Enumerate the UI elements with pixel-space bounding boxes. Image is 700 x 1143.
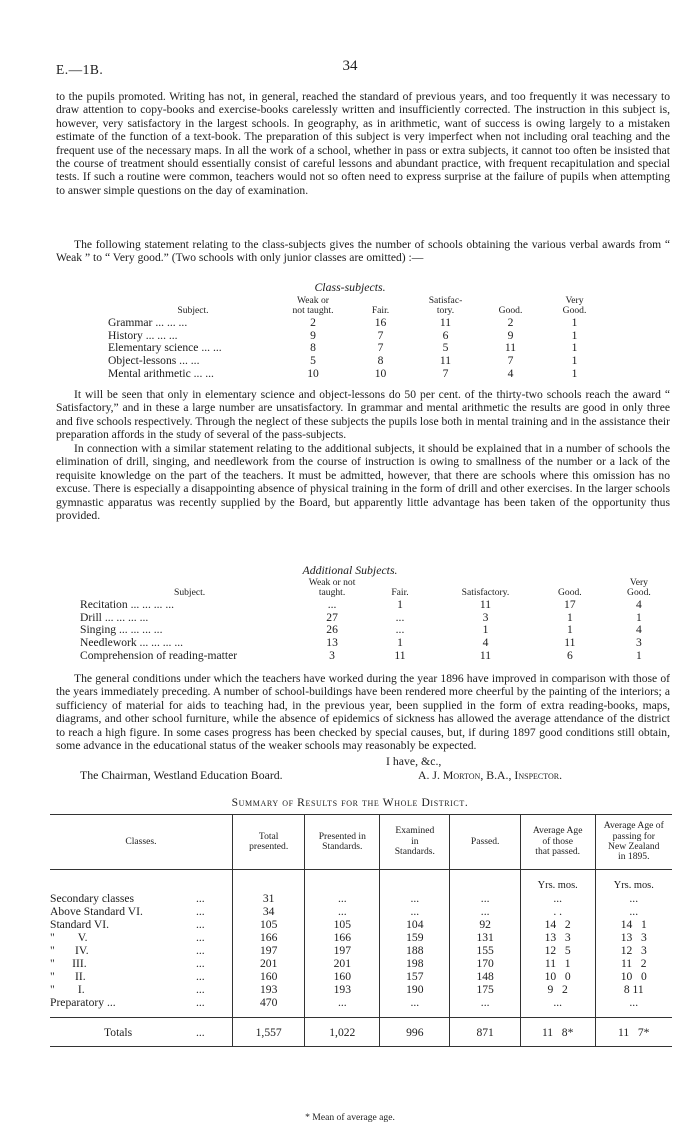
table-row: Grammar ... ... ... 2 16 11 2 1 [108,316,578,330]
header-total-presented: Total presented. [232,815,305,870]
header-average-age-nz: Average Age of passing for New Zealand in 1895. [595,815,672,870]
paragraph-general-conditions: The general conditions under which the teachers have worked during the year 1896 have improved in comparison with those of the years immediately preceding. A number of school-buildings have been rendered more cheerful by the painting of the interiors; a sufficiency of material for aids to teaching had, in the previous year, been supplied in the form of extra reading-books, maps, diagrams, and other school furniture, while the absence of epidemics of sickness has allowed the average attendance of the district to reach a high figure. In some cases progress has been checked by special causes, but, if during 1897 good conditions still obtain, some advance in the educational status of the weaker schools may reasonably be expected. [56,672,670,753]
header-examined: Examined in Standards. [380,815,450,870]
summary-title: Summary of Results for the Whole District. [231,796,469,809]
document-reference: E.—1B. [56,62,104,77]
header-good: Good. [557,586,582,598]
header-very-good: Very Good. [627,577,651,598]
additional-subjects-caption: Additional Subjects. [302,563,398,577]
additional-subjects-table [80,578,674,662]
class-subjects-caption: Class-subjects. [314,280,386,294]
header-weak: Weak or not taught. [308,577,356,598]
class-subjects-table [108,296,606,380]
table-row: " V. ... 166 166 159 131 13 3 13 3 [50,931,672,944]
paragraph-writing-geography: to the pupils promoted. Writing has not, in general, reached the standard of previous years, and too frequently it was necessary to draw attention to copy-books and exercise-books carelessly written and insufficiently corrected. The instruction in this subject is, however, very satisfactory in the largest schools. In geography, as in arithmetic, want of success is owing largely to a mistaken estimate of the function of a text-book. The preparation of this subject is very imperfect when not including oral teaching and the frequent use of the necessary maps. In all the work of a school, whether in pass or extra subjects, it cannot too often be insisted that the course of treatment should essentially consist of careful lessons and abundant practice, with frequent recapitulation and special tests. If such a routine were common, teachers would not so often need to express surprise at the failure of pupils when attempting to answer simple questions on the day of examination. [56,90,670,197]
header-classes: Classes. [50,815,232,870]
paragraph-class-subjects-intro: The following statement relating to the class-subjects gives the number of schools obtaining the various verbal awards from “ Weak ” to “ Very good.” (Two schools with only junior classes are omitted) :— [56,238,670,265]
table-row: Above Standard VI. ... 34 ... ... ... . . ... [50,905,672,918]
table-row: Elementary science ... ... 8 7 5 11 1 [108,341,578,355]
table-row: Drill ... ... ... ... 27 ... 3 1 1 [80,610,642,624]
header-subject: Subject. [177,304,209,316]
table-row: " III. ... 201 201 198 170 11 1 11 2 [50,957,672,970]
paragraph-additional-subjects: In connection with a similar statement relating to the additional subjects, it should be explained that in a number of schools the elimination of drill, singing, and needlework from the course of instruction is owing to smallness of the number or a lack of the requisite knowledge on the part of the teachers. It must be admitted, however, that there are schools where this omission has no excuse. There is especially a disappointing absence of physical training in the form of drill and other exercises. In the larger schools gymnastic apparatus was recently supplied by the Board, but apparently little advantage has been taken of the opportunity thus provided. [56,442,670,523]
table-row: " I. ... 193 193 190 175 9 2 8 11 [50,983,672,996]
units-label: Yrs. mos. [520,870,595,893]
header-satisfactory: Satisfac- tory. [428,295,463,316]
units-label: Yrs. mos. [595,870,672,893]
table-row: Object-lessons ... ... 5 8 11 7 1 [108,353,578,367]
header-weak: Weak or not taught. [292,295,334,316]
table-row: Needlework ... ... ... ... 13 1 4 11 3 [80,635,642,649]
header-subject: Subject. [174,586,206,598]
table-row: Mental arithmetic ... ... 10 10 7 4 1 [108,366,578,380]
header-fair: Fair. [371,304,390,316]
table-row: History ... ... ... 9 7 6 9 1 [108,328,578,342]
summary-table [50,814,672,1047]
header-good: Good. [498,304,523,316]
header-fair: Fair. [391,586,409,598]
paragraph-class-subjects-analysis: It will be seen that only in elementary science and object-lessons do 50 per cent. of the thirty-two schools reach the award “ Satisfactory,” and in these a large number are unsatisfactory. In grammar and mental arithmetic the results are good in only three and five schools respectively. Through the neglect of these subjects the pupils lose both in mental training and in the assistance their preparation affords in the study of several of the pass-subjects. [56,388,670,442]
table-row: Recitation ... ... ... ... ... 1 11 17 4 [80,598,642,612]
table-row: Secondary classes ... 31 ... ... ... ... ... [50,892,672,905]
closing-salutation: I have, &c., [386,754,442,768]
table-row: Singing ... ... ... ... 26 ... 1 1 4 [80,623,642,637]
signatory: A. J. Morton, B.A., Inspector. [418,768,563,782]
totals-row: Totals ... 1,557 1,022 996 871 11 8* 11 7* [50,1018,672,1047]
table-row: " II. ... 160 160 157 148 10 0 10 0 [50,970,672,983]
page-number: 34 [342,58,358,74]
header-average-age-passed: Average Age of those that passed. [520,815,595,870]
header-presented-standards: Presented in Standards. [305,815,380,870]
table-row: Comprehension of reading-matter 3 11 11 6 1 [80,648,642,662]
header-satisfactory: Satisfactory. [461,586,510,598]
table-row: Standard VI. ... 105 105 104 92 14 2 14 1 [50,918,672,931]
table-row: " IV. ... 197 197 188 155 12 5 12 3 [50,944,672,957]
addressee: The Chairman, Westland Education Board. [80,768,283,782]
footnote: * Mean of average age. [305,1112,395,1123]
header-very-good: Very Good. [562,295,587,316]
table-row: Preparatory ... ... 470 ... ... ... ... ... [50,996,672,1009]
header-passed: Passed. [450,815,520,870]
